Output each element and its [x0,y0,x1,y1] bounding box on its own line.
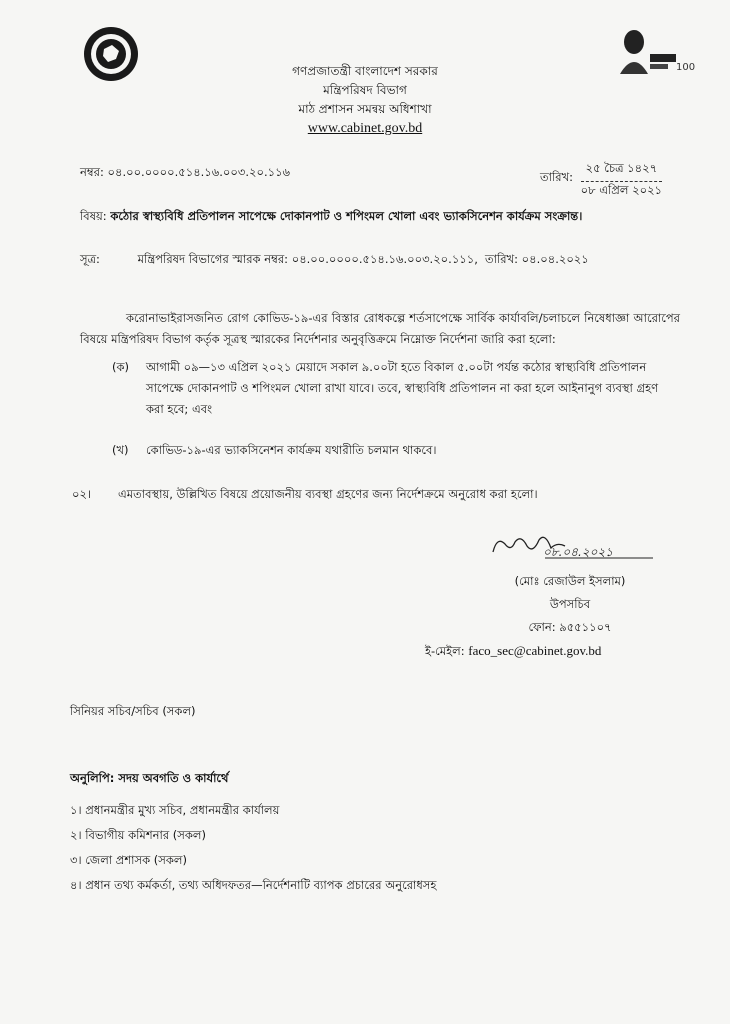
list-item [112,357,682,422]
mujib-borsho-logo-icon [612,24,702,80]
list-item [112,440,682,462]
cc-list [70,798,436,898]
reference-text: মন্ত্রিপরিষদ বিভাগের স্মারক নম্বর: ০৪.০০.০০০০.৫১৪.১৬.০০৩.২০.১১১, [137,252,478,266]
memo-value: ০৪.০০.০০০০.৫১৪.১৬.০০৩.২০.১১৬ [107,165,291,179]
list-item: ৩। জেলা প্রশাসক (সকল) [70,853,187,867]
ministry-name: মন্ত্রিপরিষদ বিভাগ [323,83,407,97]
recipient: সিনিয়র সচিব/সচিব (সকল) [70,704,196,718]
reference-date: তারিখ: ০৪.০৪.২০২১ [485,252,589,266]
signatory-name: (মোঃ রেজাউল ইসলাম) [514,574,626,588]
signatory-email [425,639,670,663]
item-marker: (খ) [112,443,129,457]
svg-text:100: 100 [676,62,696,73]
reference-line [80,251,660,270]
signatory-block [425,570,670,663]
letterhead [180,62,550,138]
cc-title: অনুলিপি: সদয় অবগতি ও কার্যার্থে [70,771,229,785]
subject-text: কঠোর স্বাস্থ্যবিধি প্রতিপালন সাপেক্ষে দোকানপাট ও শপিংমল খোলা এবং ভ্যাকসিনেশন কার্যক্রম সংক্রান্ত। [110,209,583,223]
date-bangla: ২৫ চৈত্র ১৪২৭ [581,160,662,182]
reference-label: সূত্র: [80,252,100,266]
paragraph-two-text: এমতাবস্থায়, উল্লিখিত বিষয়ে প্রয়োজনীয় ব্যবস্থা গ্রহণের জন্য নির্দেশক্রমে অনুরোধ করা হলো। [118,487,538,501]
memo-number [80,164,290,183]
paragraph-two-marker: ০২। [72,487,92,501]
email-label: ই-মেইল: [425,644,465,658]
email-address: faco_sec@cabinet.gov.bd [468,643,602,658]
item-text: কোভিড-১৯-এর ভ্যাকসিনেশন কার্যক্রম যথারীতি চলমান থাকবে। [146,443,437,457]
list-item: ২। বিভাগীয় কমিশনার (সকল) [70,828,206,842]
govt-name: গণপ্রজাতন্ত্রী বাংলাদেশ সরকার [292,64,438,78]
date-label: তারিখ: [540,170,574,184]
list-item: ৪। প্রধান তথ্য কর্মকর্তা, তথ্য অধিদফতর—নির্দেশনাটি ব্যাপক প্রচারের অনুরোধসহ [70,878,437,892]
body-paragraph: করোনাভাইরাসজনিত রোগ কোভিড-১৯-এর বিস্তার রোধকল্পে শর্তসাপেক্ষে সার্বিক কার্যাবলি/চলাচলে নিষেধাজ্ঞা আরোপের বিষয়ে মন্ত্রিপরিষদ বিভাগ কর্তৃক সূত্রস্থ স্মারকের নির্দেশনার অনুবৃত্তিক্রমে নিম্নোক্ত নির্দেশনা জারি করা হলো: [80,311,680,346]
wing-name: মাঠ প্রশাসন সমন্বয় অধিশাখা [298,102,432,116]
signature-date: ০৮.০৪.২০২১ [543,545,614,559]
list-item: ১। প্রধানমন্ত্রীর মুখ্য সচিব, প্রধানমন্ত্রীর কার্যালয় [70,803,280,817]
signatory-designation: উপসচিব [549,597,591,611]
handwritten-signature [485,528,655,570]
date-block [540,160,662,201]
subject-line [80,208,582,227]
government-seal-icon [82,25,140,83]
item-marker: (ক) [112,360,130,374]
item-text: আগামী ০৯—১৩ এপ্রিল ২০২১ মেয়াদে সকাল ৯.০০টা হতে বিকাল ৫.০০টা পর্যন্ত কঠোর স্বাস্থ্যবিধি প্রতিপালন সাপেক্ষে দোকানপাট ও শপিংমল খোলা রাখা যাবে। তবে, স্বাস্থ্যবিধি প্রতিপালন না করা হলে আইনানুগ ব্যবস্থা গ্রহণ করা হবে; এবং [146,360,659,416]
website-url: www.cabinet.gov.bd [307,121,423,136]
signatory-phone: ফোন: ৯৫৫১১০৭ [528,620,612,634]
memo-label: নম্বর: [80,165,104,179]
date-gregorian: ০৮ এপ্রিল ২০২১ [580,183,663,197]
subject-label: বিষয়: [80,209,107,223]
paragraph-two [72,486,692,505]
